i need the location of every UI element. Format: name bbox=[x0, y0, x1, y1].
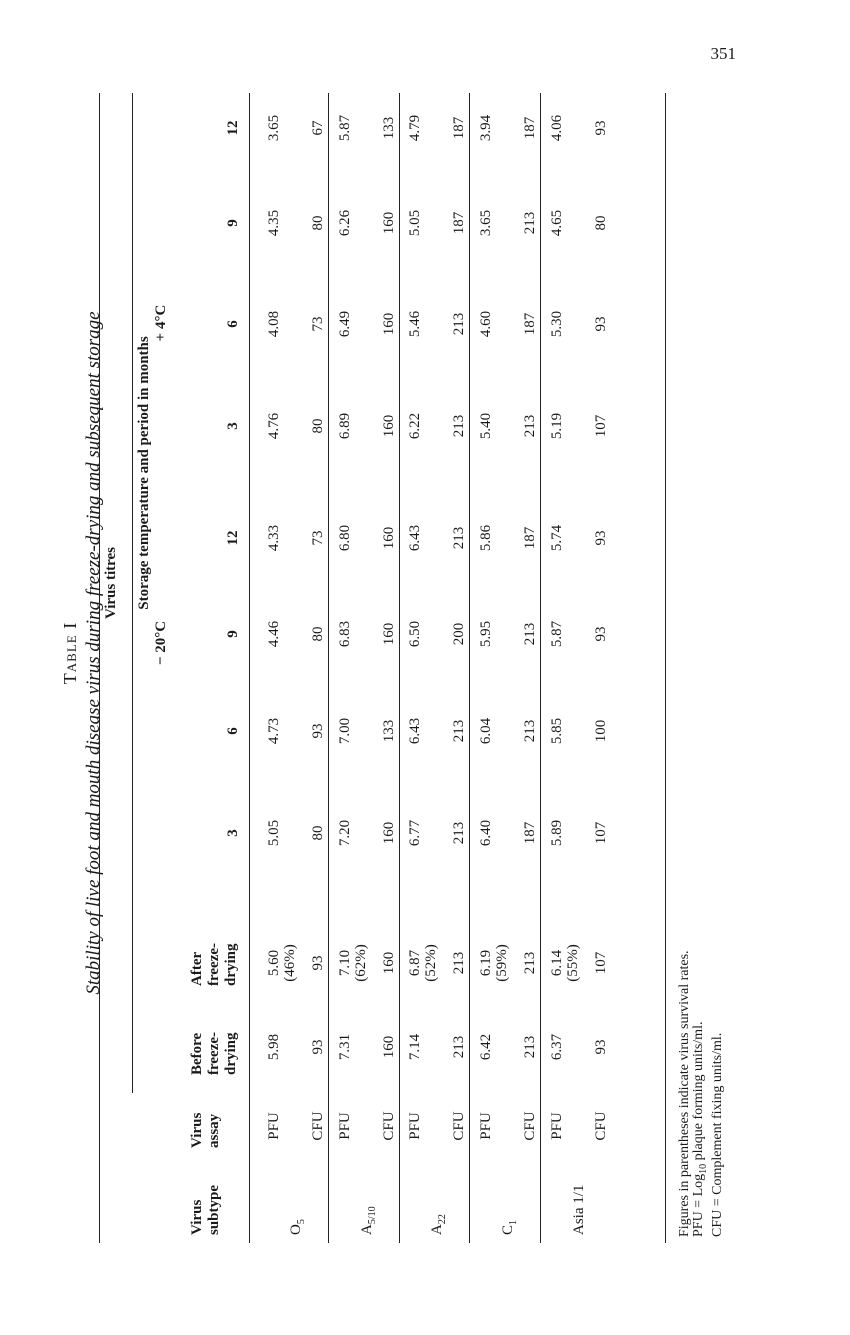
titre-minus20-cell: 93 bbox=[593, 626, 609, 642]
virus-assay-cell: PFU bbox=[266, 1112, 282, 1140]
before-freeze-drying-cell: 93 bbox=[593, 1039, 609, 1055]
titre-minus20-cell: 100 bbox=[593, 719, 609, 743]
survival-rate-cell: (62%) bbox=[353, 944, 369, 982]
titre-plus4-cell: 5.05 bbox=[407, 209, 423, 237]
virus-subtype-label: $C_1$ bbox=[500, 1219, 519, 1235]
titre-minus20-cell: 5.86 bbox=[478, 524, 494, 552]
month-6-minus20-header: 6 bbox=[225, 727, 241, 735]
titre-minus20-cell: 107 bbox=[593, 821, 609, 845]
virus-subtype-label: Asia 1/1 bbox=[571, 1184, 587, 1235]
titre-minus20-cell: 5.87 bbox=[549, 620, 565, 648]
temp-plus-header: + 4°C bbox=[153, 304, 169, 342]
month-3-minus20-header: 3 bbox=[225, 829, 241, 837]
before-freeze-drying-cell: 160 bbox=[381, 1035, 397, 1059]
month-9-minus20-header: 9 bbox=[225, 630, 241, 638]
titre-minus20-cell: 4.73 bbox=[266, 717, 282, 745]
titre-plus4-cell: 6.89 bbox=[337, 412, 353, 440]
rotated-table-page bbox=[50, 63, 740, 1243]
survival-rate-cell: (55%) bbox=[565, 944, 581, 982]
titre-minus20-cell: 6.83 bbox=[337, 620, 353, 648]
page-number: 351 bbox=[710, 44, 736, 63]
titre-plus4-cell: 213 bbox=[522, 211, 538, 235]
titre-minus20-cell: 160 bbox=[381, 622, 397, 646]
before-freeze-drying-cell: 213 bbox=[451, 1035, 467, 1059]
titre-plus4-cell: 4.08 bbox=[266, 310, 282, 338]
month-3-plus4-header: 3 bbox=[225, 422, 241, 430]
before-freeze-drying-cell: 7.31 bbox=[337, 1033, 353, 1061]
titre-plus4-cell: 5.40 bbox=[478, 412, 494, 440]
virus-assay-cell: PFU bbox=[478, 1112, 494, 1140]
group-separator-rule bbox=[469, 93, 470, 1243]
titre-plus4-cell: 93 bbox=[593, 316, 609, 332]
titre-plus4-cell: 93 bbox=[593, 120, 609, 136]
titre-minus20-cell: 213 bbox=[522, 719, 538, 743]
virus-assay-cell: CFU bbox=[381, 1111, 397, 1141]
after-freeze-drying-cell: 160 bbox=[381, 951, 397, 975]
titre-plus4-cell: 5.46 bbox=[407, 310, 423, 338]
titre-plus4-cell: 73 bbox=[310, 316, 326, 332]
before-freeze-drying-cell: 5.98 bbox=[266, 1033, 282, 1061]
titre-plus4-cell: 3.94 bbox=[478, 114, 494, 142]
titre-plus4-cell: 4.60 bbox=[478, 310, 494, 338]
titre-minus20-cell: 6.40 bbox=[478, 819, 494, 847]
titre-minus20-cell: 200 bbox=[451, 622, 467, 646]
titre-minus20-cell: 5.74 bbox=[549, 524, 565, 552]
before-freeze-drying-cell: 7.14 bbox=[407, 1033, 423, 1061]
after-freeze-drying-cell: 6.14 bbox=[549, 949, 565, 977]
titre-minus20-cell: 6.50 bbox=[407, 620, 423, 648]
titre-plus4-cell: 4.35 bbox=[266, 209, 282, 237]
footnote-pfu: PFU = Log$_{10}$ plaque forming units/ml. bbox=[691, 1021, 709, 1237]
titre-plus4-cell: 3.65 bbox=[478, 209, 494, 237]
titre-plus4-cell: 213 bbox=[451, 414, 467, 438]
table-top-rule bbox=[99, 93, 100, 1243]
titre-minus20-cell: 7.20 bbox=[337, 819, 353, 847]
titre-plus4-cell: 187 bbox=[522, 312, 538, 336]
after-freeze-drying-cell: 213 bbox=[522, 951, 538, 975]
titre-plus4-cell: 80 bbox=[593, 215, 609, 231]
before-freeze-drying-header: Before freeze- drying bbox=[189, 1031, 239, 1075]
titre-plus4-cell: 187 bbox=[451, 211, 467, 235]
before-freeze-drying-cell: 213 bbox=[522, 1035, 538, 1059]
titre-minus20-cell: 213 bbox=[451, 821, 467, 845]
titre-minus20-cell: 6.77 bbox=[407, 819, 423, 847]
virus-assay-header: Virus assay bbox=[189, 1112, 222, 1148]
titre-minus20-cell: 93 bbox=[310, 723, 326, 739]
temp-minus-header: − 20°C bbox=[153, 620, 169, 666]
titre-minus20-cell: 6.04 bbox=[478, 717, 494, 745]
after-freeze-drying-cell: 6.19 bbox=[478, 949, 494, 977]
header-bottom-rule bbox=[249, 93, 250, 1243]
table-label: Table I bbox=[60, 621, 80, 685]
titre-minus20-cell: 213 bbox=[451, 719, 467, 743]
titre-plus4-cell: 160 bbox=[381, 211, 397, 235]
virus-assay-cell: CFU bbox=[451, 1111, 467, 1141]
storage-header: Storage temperature and period in months bbox=[136, 336, 152, 610]
titre-minus20-cell: 6.43 bbox=[407, 524, 423, 552]
titre-plus4-cell: 80 bbox=[310, 418, 326, 434]
titre-minus20-cell: 4.33 bbox=[266, 524, 282, 552]
before-freeze-drying-cell: 93 bbox=[310, 1039, 326, 1055]
table-caption: Stability of live foot and mouth disease virus during freeze-drying and subsequent storage bbox=[83, 311, 104, 995]
titre-minus20-cell: 4.46 bbox=[266, 620, 282, 648]
after-freeze-drying-header: After freeze- drying bbox=[189, 942, 239, 986]
month-9-plus4-header: 9 bbox=[225, 219, 241, 227]
titre-minus20-cell: 160 bbox=[381, 821, 397, 845]
survival-rate-cell: (46%) bbox=[282, 944, 298, 982]
titre-minus20-cell: 187 bbox=[522, 526, 538, 550]
titre-plus4-cell: 213 bbox=[522, 414, 538, 438]
titre-minus20-cell: 213 bbox=[451, 526, 467, 550]
after-freeze-drying-cell: 7.10 bbox=[337, 949, 353, 977]
virus-subtype-label: $A_{22}$ bbox=[429, 1214, 448, 1235]
after-freeze-drying-cell: 107 bbox=[593, 951, 609, 975]
virus-assay-cell: PFU bbox=[407, 1112, 423, 1140]
titre-minus20-cell: 160 bbox=[381, 526, 397, 550]
table-bottom-rule bbox=[665, 93, 666, 1243]
survival-rate-cell: (52%) bbox=[423, 944, 439, 982]
table-footnotes bbox=[678, 950, 725, 1237]
titre-minus20-cell: 5.89 bbox=[549, 819, 565, 847]
virus-titres-rule bbox=[132, 93, 133, 1093]
month-12-plus4-header: 12 bbox=[225, 120, 241, 136]
titre-plus4-cell: 160 bbox=[381, 312, 397, 336]
virus-assay-cell: CFU bbox=[593, 1111, 609, 1141]
virus-subtype-header: Virus subtype bbox=[189, 1184, 222, 1235]
titre-plus4-cell: 6.26 bbox=[337, 209, 353, 237]
titre-plus4-cell: 4.65 bbox=[549, 209, 565, 237]
titre-minus20-cell: 213 bbox=[522, 622, 538, 646]
titre-minus20-cell: 6.43 bbox=[407, 717, 423, 745]
titre-plus4-cell: 160 bbox=[381, 414, 397, 438]
titre-plus4-cell: 5.30 bbox=[549, 310, 565, 338]
before-freeze-drying-cell: 6.37 bbox=[549, 1033, 565, 1061]
virus-assay-cell: PFU bbox=[337, 1112, 353, 1140]
titre-plus4-cell: 6.49 bbox=[337, 310, 353, 338]
titre-plus4-cell: 3.65 bbox=[266, 114, 282, 142]
titre-minus20-cell: 5.85 bbox=[549, 717, 565, 745]
footnote-cfu: CFU = Complement fixing units/ml. bbox=[709, 1032, 725, 1237]
group-separator-rule bbox=[540, 93, 541, 1243]
titre-plus4-cell: 107 bbox=[593, 414, 609, 438]
titre-plus4-cell: 5.19 bbox=[549, 412, 565, 440]
virus-assay-cell: CFU bbox=[310, 1111, 326, 1141]
titre-plus4-cell: 133 bbox=[381, 116, 397, 140]
titre-minus20-cell: 93 bbox=[593, 530, 609, 546]
titre-minus20-cell: 6.80 bbox=[337, 524, 353, 552]
virus-assay-cell: CFU bbox=[522, 1111, 538, 1141]
after-freeze-drying-cell: 6.87 bbox=[407, 949, 423, 977]
titre-minus20-cell: 7.00 bbox=[337, 717, 353, 745]
virus-assay-cell: PFU bbox=[549, 1112, 565, 1140]
titre-plus4-cell: 5.87 bbox=[337, 114, 353, 142]
after-freeze-drying-cell: 5.60 bbox=[266, 949, 282, 977]
titre-plus4-cell: 187 bbox=[522, 116, 538, 140]
virus-subtype-label: $O_5$ bbox=[288, 1219, 307, 1235]
group-separator-rule bbox=[399, 93, 400, 1243]
titre-minus20-cell: 80 bbox=[310, 626, 326, 642]
titre-plus4-cell: 80 bbox=[310, 215, 326, 231]
titre-plus4-cell: 4.76 bbox=[266, 412, 282, 440]
titre-plus4-cell: 6.22 bbox=[407, 412, 423, 440]
titre-minus20-cell: 80 bbox=[310, 825, 326, 841]
titre-plus4-cell: 67 bbox=[310, 120, 326, 136]
titre-plus4-cell: 4.79 bbox=[407, 114, 423, 142]
titre-plus4-cell: 213 bbox=[451, 312, 467, 336]
after-freeze-drying-cell: 213 bbox=[451, 951, 467, 975]
survival-rate-cell: (59%) bbox=[494, 944, 510, 982]
titre-minus20-cell: 5.95 bbox=[478, 620, 494, 648]
month-6-plus4-header: 6 bbox=[225, 320, 241, 328]
titre-plus4-cell: 187 bbox=[451, 116, 467, 140]
titre-minus20-cell: 73 bbox=[310, 530, 326, 546]
after-freeze-drying-cell: 93 bbox=[310, 955, 326, 971]
month-12-minus20-header: 12 bbox=[225, 530, 241, 546]
titre-minus20-cell: 133 bbox=[381, 719, 397, 743]
group-separator-rule bbox=[328, 93, 329, 1243]
virus-subtype-label: $A_{5/10}$ bbox=[359, 1206, 378, 1235]
before-freeze-drying-cell: 6.42 bbox=[478, 1033, 494, 1061]
titre-minus20-cell: 187 bbox=[522, 821, 538, 845]
virus-titres-header: Virus titres bbox=[103, 546, 119, 620]
titre-plus4-cell: 4.06 bbox=[549, 114, 565, 142]
footnote-parentheses: Figures in parentheses indicate virus survival rates. bbox=[677, 950, 692, 1237]
titre-minus20-cell: 5.05 bbox=[266, 819, 282, 847]
